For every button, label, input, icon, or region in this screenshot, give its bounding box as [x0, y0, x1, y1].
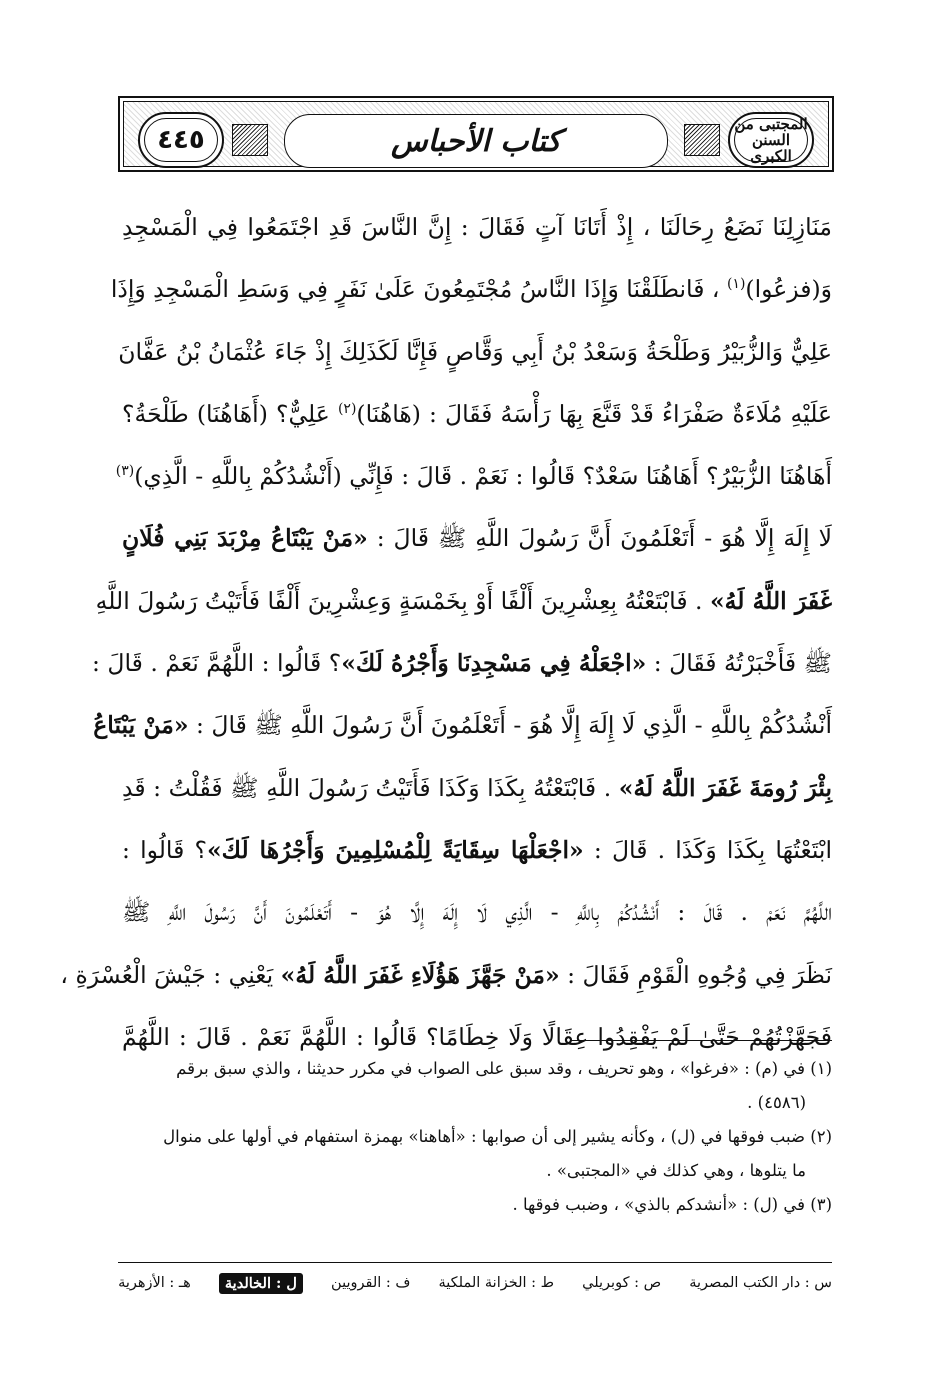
- text-segment: اللَّهُمَّ نَعَمْ . قَالَ : أَنْشُدُكُمْ بِاللَّهِ - الَّذِي لَا إِلَهَ إِلَّا هُوَ - أَتَعْلَمُونَ أَنَّ رَسُولَ اللَّهِ ﷺ: [122, 898, 832, 927]
- footnote-continuation: (٤٥٨٦) .: [747, 1093, 806, 1112]
- siglum: ل : الخالدية: [219, 1273, 303, 1294]
- text-line: [93, 694, 832, 756]
- text-segment: ؟ قَالُوا : اللَّهُمَّ نَعَمْ . قَالَ :: [92, 649, 342, 678]
- text-line: [92, 632, 832, 694]
- text-line: [115, 445, 832, 507]
- text-segment: عَلَيْهِ مُلَاءَةٌ صَفْرَاءُ قَدْ قَنَّعَ بِهَا رَأْسَهُ فَقَالَ : (هَاهُنَا): [356, 399, 832, 428]
- text-line: [118, 321, 832, 383]
- main-text: [60, 196, 833, 1051]
- text-segment: ؟ قَالُوا :: [122, 835, 207, 864]
- text-line: [122, 507, 832, 569]
- text-line: [122, 383, 832, 445]
- text-segment: عَلِيٌّ؟ (أَهَاهُنَا) طَلْحَةُ؟: [122, 399, 338, 428]
- siglum: ف : القرويين: [331, 1275, 411, 1291]
- footnote-ref: (٣): [115, 463, 135, 480]
- sigla-divider: [118, 1262, 832, 1263]
- footnote-text: (١) في (م) : «فرغوا» ، وهو تحريف ، وقد سبق على الصواب في مكرر حديثنا ، والذي سبق برقم: [176, 1059, 832, 1078]
- footnote-text: (٣) في (ل) : «أنشدكم بالذي» ، وضبب فوقها .: [512, 1195, 832, 1214]
- text-line: [122, 819, 832, 881]
- hadith-quote: بِئْرَ رُومَةَ غَفَرَ اللَّهُ لَهُ»: [618, 773, 832, 802]
- text-line: [95, 570, 832, 632]
- footnote-ref: (١): [726, 276, 746, 293]
- page-number-medallion: [138, 112, 224, 168]
- header-ornament: [123, 101, 829, 167]
- footnote-continuation: ما يتلوها ، وهي كذلك في «المجتبى» .: [546, 1161, 806, 1180]
- siglum: هـ : الأزهرية: [118, 1275, 191, 1291]
- text-segment: . فَابْتَعْتُهُ بِعِشْرِينَ أَلْفًا أَوْ بِخَمْسَةٍ وَعِشْرِينَ أَلْفًا فَأَتَيْتُ رَسُولَ اللَّهِ: [95, 586, 710, 615]
- siglum: س : دار الكتب المصرية: [689, 1275, 832, 1291]
- footnote: [118, 1120, 832, 1188]
- text-segment: مَنَازِلِنَا نَضَعُ رِحَالَنَا ، إِذْ أَتَانَا آتٍ فَقَالَ : إِنَّ النَّاسَ قَدِ اجْتَمَعُوا فِي الْمَسْجِدِ: [122, 213, 832, 241]
- series-logo: المجتبى من السنن الكبرى: [734, 115, 808, 165]
- page-number: ٤٤٥: [157, 125, 205, 155]
- footnote: [118, 1052, 832, 1120]
- text-segment: ، فَانطَلَقْنَا وَإِذَا النَّاسُ مُجْتَمِعُونَ عَلَىٰ نَفَرٍ فِي وَسَطِ الْمَسْجِدِ وَإِذَا: [110, 275, 727, 304]
- footnote-divider: [570, 1040, 832, 1041]
- text-segment: أَنْشُدُكُمْ بِاللَّهِ - الَّذِي لَا إِلَهَ إِلَّا هُوَ - أَتَعْلَمُونَ أَنَّ رَسُولَ اللَّهِ ﷺ قَالَ :: [188, 711, 832, 740]
- hadith-quote: «اجْعَلْهَا سِقَايَةً لِلْمُسْلِمِينَ وَأَجْرُهَا لَكَ»: [206, 835, 584, 864]
- text-segment: يَعْنِي : جَيْشَ الْعُسْرَةِ ،: [60, 960, 281, 989]
- footnote: [118, 1188, 832, 1222]
- text-segment: أَهَاهُنَا الزُّبَيْرُ؟ أَهَاهُنَا سَعْدٌ؟ قَالُوا : نَعَمْ . قَالَ : فَإِنِّي (أَنْشُدُكُمْ بِاللَّهِ - الَّذِي): [134, 462, 832, 491]
- text-segment: ﷺ فَأَخْبَرْتُهُ فَقَالَ :: [646, 649, 832, 678]
- title-cartouche: [284, 114, 668, 168]
- text-line: [60, 944, 832, 1006]
- hadith-quote: غَفَرَ اللَّهُ لَهُ»: [709, 586, 832, 615]
- series-logo-medallion: [728, 112, 814, 168]
- footnote-ref: (٢): [337, 401, 357, 418]
- ornament-knot-icon: [684, 124, 720, 156]
- text-segment: عَلِيٌّ وَالزُّبَيْرُ وَطَلْحَةُ وَسَعْدُ بْنُ أَبِي وَقَّاصٍ فَإِنَّا لَكَذَلِكَ إِذْ جَاءَ عُثْمَانُ بْنُ عَفَّانَ: [118, 337, 832, 366]
- text-line: [122, 757, 832, 819]
- hadith-quote: «مَنْ يَبْتَاعُ مِرْبَدَ بَنِي فُلَانٍ: [122, 524, 368, 553]
- text-segment: ابْتَعْتُهَا بِكَذَا وَكَذَا . قَالَ :: [583, 835, 833, 864]
- text-segment: وَ(فزعُوا): [745, 275, 832, 304]
- footnote-text: (٢) ضبب فوقها في (ل) ، وكأنه يشير إلى أن صوابها : «أهاهنا» بهمزة استفهام في أولها على منوال: [163, 1127, 832, 1146]
- page-header: [118, 96, 834, 172]
- footnotes: [118, 1052, 832, 1222]
- ornament-knot-icon: [232, 124, 268, 156]
- text-segment: نَظَرَ فِي وُجُوهِ الْقَوْمِ فَقَالَ :: [559, 960, 832, 989]
- text-line: [110, 258, 832, 320]
- hadith-quote: «مَنْ يَبْتَاعُ: [93, 711, 189, 740]
- text-segment: لَا إِلَهَ إِلَّا هُوَ - أَتَعْلَمُونَ أَنَّ رَسُولَ اللَّهِ ﷺ قَالَ :: [367, 524, 832, 553]
- hadith-quote: «اجْعَلْهُ فِي مَسْجِدِنَا وَأَجْرُهُ لَكَ»: [341, 649, 647, 678]
- hadith-quote: «مَنْ جَهَّزَ هَؤُلَاءِ غَفَرَ اللَّهُ لَهُ»: [280, 960, 560, 989]
- text-line: [122, 196, 832, 258]
- text-segment: . فَابْتَعْتُهُ بِكَذَا وَكَذَا فَأَتَيْتُ رَسُولَ اللَّهِ ﷺ فَقُلْتُ : قَدِ: [122, 773, 619, 802]
- siglum: ص : كوبريلي: [582, 1275, 662, 1291]
- siglum: ط : الخزانة الملكية: [438, 1275, 555, 1291]
- text-segment: فَجَهَّزْتُهُمْ حَتَّىٰ لَمْ يَفْقِدُوا عِقَالًا وَلَا خِطَامًا؟ قَالُوا : اللَّهُمَّ نَعَمْ . قَالَ : اللَّهُمَّ: [122, 1022, 832, 1051]
- running-title: كتاب الأحباس: [391, 123, 561, 159]
- manuscript-sigla: [118, 1268, 832, 1298]
- text-line: [122, 881, 832, 943]
